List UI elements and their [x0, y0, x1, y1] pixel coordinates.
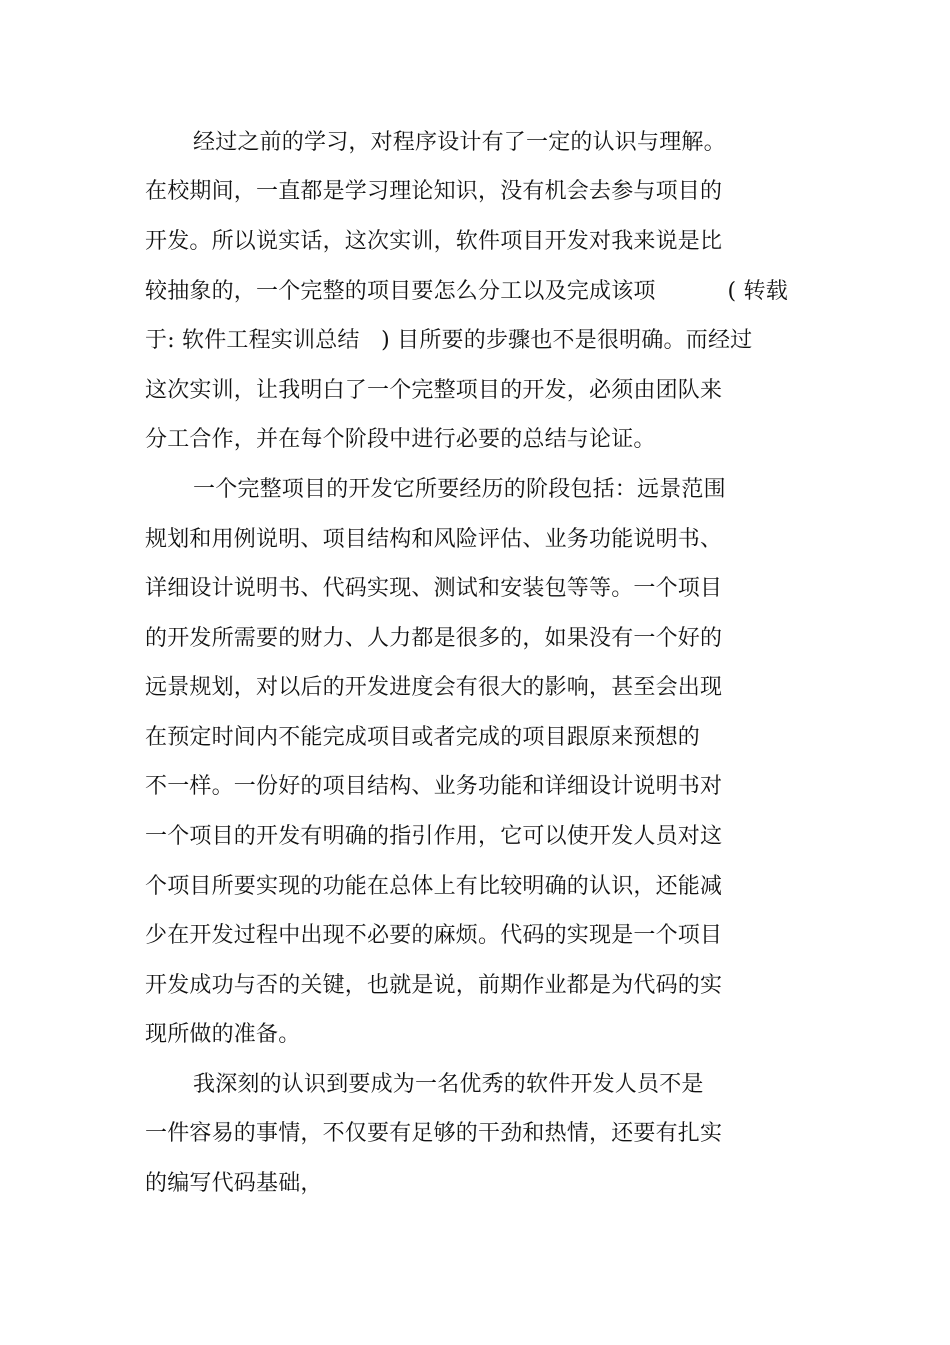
- paragraph-3-line-3: 的编写代码基础，: [145, 1171, 323, 1196]
- paragraph-1-line-1: 经过之前的学习，对程序设计有了一定的认识与理解。: [193, 130, 726, 155]
- paragraph-2-line-8: 一个项目的开发有明确的指引作用，它可以使开发人员对这: [145, 824, 723, 849]
- paragraph-1-line-6: 这次实训，让我明白了一个完整项目的开发，必须由团队来: [145, 378, 723, 403]
- paragraph-2-line-4: 的开发所需要的财力、人力都是很多的，如果没有一个好的: [145, 626, 723, 651]
- paragraph-1-line-5: 于: 软件工程实训总结 ) 目所要的步骤也不是很明确。而经过: [145, 328, 753, 353]
- paragraph-3-line-2: 一件容易的事情，不仅要有足够的干劲和热情，还要有扎实: [145, 1121, 723, 1146]
- paragraph-2-line-1: 一个完整项目的开发它所要经历的阶段包括：远景范围: [193, 477, 726, 502]
- paragraph-2-line-5: 远景规划，对以后的开发进度会有很大的影响，甚至会出现: [145, 675, 723, 700]
- paragraph-1-line-4: 较抽象的，一个完整的项目要怎么分工以及完成该项 ( 转载: [145, 279, 788, 304]
- paragraph-2-line-11: 开发成功与否的关键，也就是说，前期作业都是为代码的实: [145, 973, 723, 998]
- paragraph-1-line-2: 在校期间，一直都是学习理论知识，没有机会去参与项目的: [145, 179, 723, 204]
- paragraph-1-line-7: 分工合作，并在每个阶段中进行必要的总结与论证。: [145, 427, 656, 452]
- paragraph-2-line-3: 详细设计说明书、代码实现、测试和安装包等等。一个项目: [145, 576, 723, 601]
- paragraph-2-line-2: 规划和用例说明、项目结构和风险评估、业务功能说明书、: [145, 527, 723, 552]
- paragraph-1-line-3: 开发。所以说实话，这次实训，软件项目开发对我来说是比: [145, 229, 723, 254]
- paragraph-2-line-9: 个项目所要实现的功能在总体上有比较明确的认识，还能减: [145, 874, 723, 899]
- paragraph-3-line-1: 我深刻的认识到要成为一名优秀的软件开发人员不是: [193, 1072, 704, 1097]
- paragraph-2-line-12: 现所做的准备。: [145, 1022, 301, 1047]
- paragraph-2-line-7: 不一样。一份好的项目结构、业务功能和详细设计说明书对: [145, 774, 723, 799]
- paragraph-2-line-10: 少在开发过程中出现不必要的麻烦。代码的实现是一个项目: [145, 923, 723, 948]
- paragraph-2-line-6: 在预定时间内不能完成项目或者完成的项目跟原来预想的: [145, 725, 701, 750]
